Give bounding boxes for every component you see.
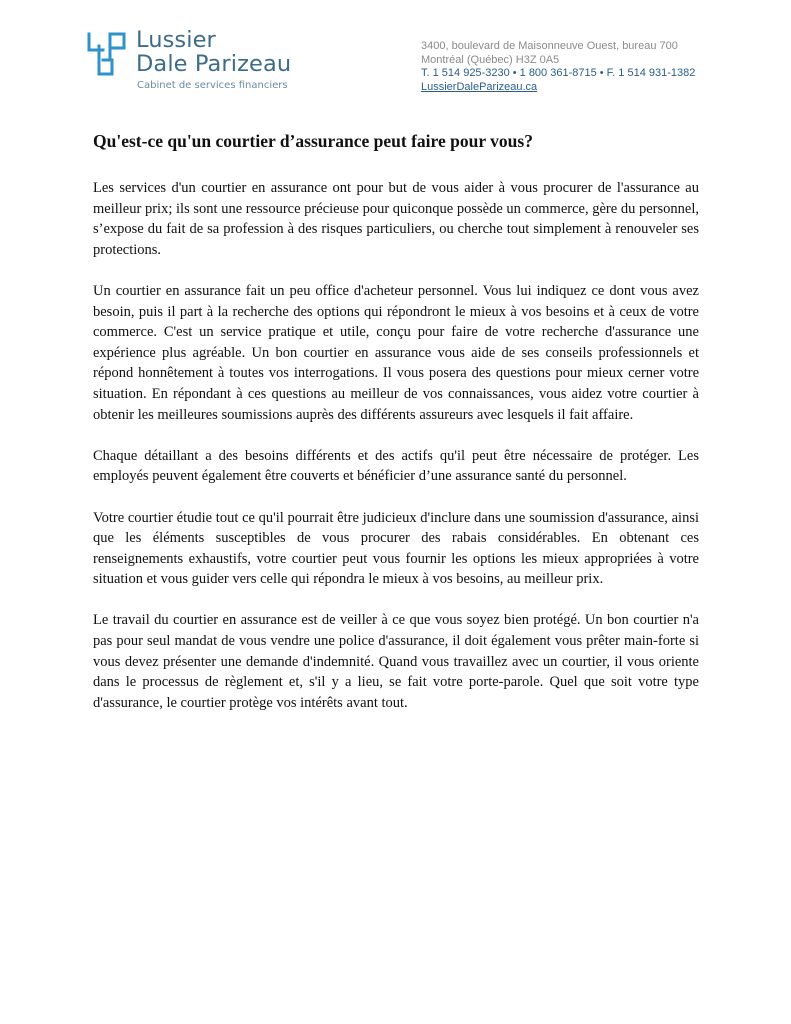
document-title: Qu'est-ce qu'un courtier d’assurance peut faire pour vous? [93, 131, 533, 151]
address-line-2: Montréal (Québec) H3Z 0A5 [421, 53, 560, 66]
paragraph-3: Chaque détaillant a des besoins différents et des actifs qu'il peut être nécessaire de protéger. Les employés peuvent également être couverts et bénéficier d’une assurance santé du personnel. [93, 447, 699, 485]
phone-numbers: T. 1 514 925-3230 • 1 800 361-8715 • F. 1 514 931-1382 [421, 67, 696, 80]
company-logo [86, 27, 292, 94]
logo-tagline: Cabinet de services financiers [137, 80, 288, 91]
paragraph-4: Votre courtier étudie tout ce qu'il pourrait être judicieux d'inclure dans une soumission d'assurance, ainsi que les éléments susceptibles de vous procurer des rabais considérables. En obtenant ces renseignements exhaustifs, votre courtier peut vous fournir les options les mieux appropriées à votre situation et vous guider vers celle qui répondra le mieux à vos besoins, au meilleur prix. [93, 509, 699, 588]
logo-mark-icon [86, 32, 128, 76]
logo-name-line2: Dale Parizeau [136, 51, 292, 77]
website-link[interactable]: LussierDaleParizeau.ca [421, 80, 538, 93]
contact-block [421, 40, 695, 94]
paragraph-1: Les services d'un courtier en assurance ont pour but de vous aider à vous procurer de l'assurance au meilleur prix; ils sont une ressource précieuse pour quiconque possède un commerce, gère du personnel, s’expose du fait de sa profession à des risques particuliers, ou cherche tout simplement à renouveler ses protections. [93, 180, 699, 258]
logo-name-line1: Lussier [136, 27, 216, 53]
paragraph-5: Le travail du courtier en assurance est de veiller à ce que vous soyez bien protégé. Un bon courtier n'a pas pour seul mandat de vous vendre une police d'assurance, il doit également vous prêter main-forte si vous devez présenter une demande d'indemnité. Quand vous travaillez avec un courtier, il vous oriente dans le processus de règlement et, s'il y a lieu, se fait votre porte-parole. Quel que soit votre type d'assurance, le courtier protège vos intérêts avant tout. [93, 612, 699, 711]
address-line-1: 3400, boulevard de Maisonneuve Ouest, bureau 700 [421, 40, 678, 52]
logo-wordmark [136, 28, 291, 76]
document-body [93, 178, 699, 734]
paragraph-2: Un courtier en assurance fait un peu office d'acheteur personnel. Vous lui indiquez ce dont vous avez besoin, puis il part à la recherche des options qui répondront le mieux à vos besoins et à ceux de votre commerce. C'est un service pratique et utile, conçu pour faire de votre recherche d'assurance une expérience plus agréable. Un bon courtier en assurance vous aide de ses conseils professionnels et répond honnêtement à toutes vos interrogations. Il vous posera des questions pour mieux cerner votre situation. En répondant à ces questions au meilleur de vos connaissances, vous aidez votre courtier à obtenir les meilleures soumissions auprès des différents assureurs avec lesquels il fait affaire. [93, 282, 699, 423]
